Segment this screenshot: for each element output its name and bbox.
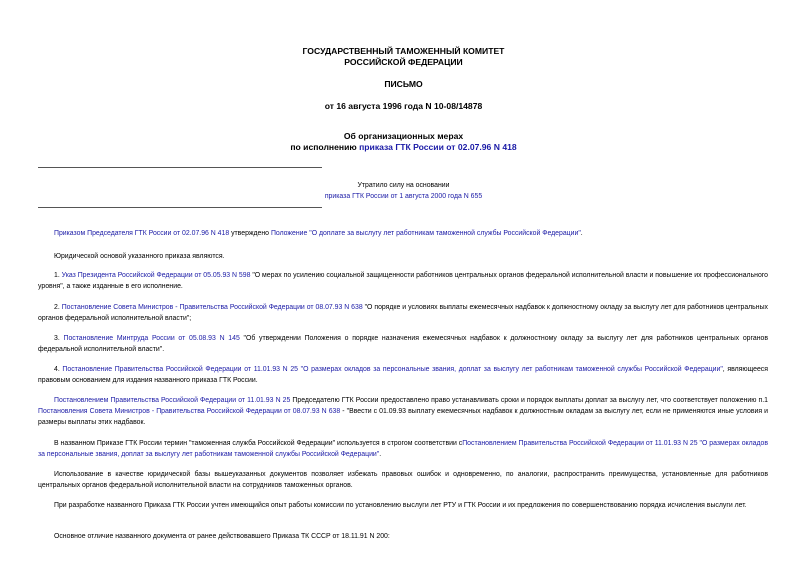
resolution-145-link[interactable]: Постановление Минтруда России от 05.08.93 N 145 — [63, 335, 240, 342]
paragraph-3 — [38, 270, 768, 292]
status-note — [0, 180, 807, 202]
status-note-link[interactable]: приказа ГТК России от 1 августа 2000 года N 655 — [324, 193, 483, 200]
subject-line-1: Об организационных мерах — [343, 131, 464, 141]
paragraph-5-number: 3. — [54, 335, 64, 342]
paragraph-6 — [38, 364, 768, 386]
document-subject — [0, 131, 807, 153]
paragraph-7-text-1: Председателю ГТК России предоставлено право устанавливать сроки и порядок выплаты доплат за выслугу лет, что соответствует положению п.1 — [290, 397, 768, 404]
paragraph-4 — [38, 302, 768, 324]
subject-line-2 — [0, 142, 807, 153]
paragraph-1 — [38, 228, 768, 239]
paragraph-4-number: 2. — [54, 304, 62, 311]
paragraph-1-end: . — [580, 230, 583, 237]
status-note-text: Утратило силу на основании — [357, 182, 450, 189]
status-rule-bottom — [38, 207, 322, 208]
order-418-link[interactable]: Приказом Председателя ГТК России от 02.07.96 N 418 — [54, 230, 230, 237]
document-type: ПИСЬМО — [384, 79, 423, 89]
paragraph-6-number: 4. — [54, 366, 63, 373]
status-rule-top — [38, 167, 322, 168]
paragraph-11: Основное отличие названного документа от ранее действовавшего Приказа ТК СССР от 18.11.91 N 200: — [54, 533, 390, 540]
paragraph-7 — [38, 395, 768, 428]
paragraph-8-text-1: В названном Приказе ГТК России термин "таможенная служба Российской Федерации" используется в строгом соответствии с — [54, 440, 463, 447]
paragraph-5-text: "Об утверждении Положения о порядке назначения ежемесячных надбавок к должностному окладу за выслугу лет для работников центральных органов федеральной исполнительной власти". — [38, 335, 768, 353]
paragraph-1-text: утверждено — [229, 230, 271, 237]
issuing-authority — [0, 46, 807, 68]
resolution-25-ref-link[interactable]: Постановлением Правительства Российской Федерации от 11.01.93 N 25 — [54, 397, 291, 404]
paragraph-7-text-2: - "Ввести с 01.09.93 выплату ежемесячных надбавок к должностным окладам за выслугу лет, если не применяются иные условия и размеры выплаты этих надбавок. — [38, 408, 768, 426]
authority-line-2: РОССИЙСКОЙ ФЕДЕРАЦИИ — [344, 57, 463, 67]
paragraph-4-text: "О порядке и условиях выплаты ежемесячных надбавок к должностному окладу за выслугу лет для работников центральных органов федеральной исполнительной власти"; — [38, 304, 768, 322]
paragraph-8 — [38, 438, 768, 460]
paragraph-10: При разработке названного Приказа ГТК России учтен имеющийся опыт работы комиссии по установлению выслуги лет РТУ и ГТК России и их предложения по совершенствованию порядка исчисления выслуги лет. — [54, 502, 747, 509]
resolution-25-term-link[interactable]: Постановлением Правительства Российской Федерации от 11.01.93 N 25 "О размерах окладов за персональные звания, доплат за выслугу лет работникам таможенной службы Российской Федерации" — [38, 440, 768, 458]
decree-598-link[interactable]: Указ Президента Российской Федерации от 05.05.93 N 598 — [61, 272, 251, 279]
paragraph-6-text: , являющееся правовым основанием для издания названного приказа ГТК России. — [38, 366, 768, 384]
resolution-25-link[interactable]: Постановление Правительства Российской Федерации от 11.01.93 N 25 "О размерах окладов за персональные звания, доплат за выслугу лет работникам таможенной службы Российской Федерации" — [62, 366, 723, 373]
resolution-638-ref-link[interactable]: Постановления Совета Министров - Правительства Российской Федерации от 08.07.93 N 638 — [38, 408, 341, 415]
authority-line-1: ГОСУДАРСТВЕННЫЙ ТАМОЖЕННЫЙ КОМИТЕТ — [302, 46, 505, 56]
paragraph-9: Использование в качестве юридической базы вышеуказанных документов позволяет избежать правовых ошибок и одновременно, по аналогии, распространить преимущества, установленные для работников центральных органов федеральной исполнительной власти на сотрудников таможенных органов. — [38, 471, 768, 489]
paragraph-3-number: 1. — [54, 272, 62, 279]
paragraph-2: Юридической основой указанного приказа являются. — [54, 253, 225, 260]
subject-prefix: по исполнению — [290, 142, 360, 152]
document-date-number: от 16 августа 1996 года N 10-08/14878 — [324, 101, 483, 111]
resolution-638-link[interactable]: Постановление Совета Министров - Правительства Российской Федерации от 08.07.93 N 638 — [61, 304, 363, 311]
regulation-link[interactable]: Положение "О доплате за выслугу лет работникам таможенной службы Российской Федерации" — [270, 230, 581, 237]
paragraph-3-text: "О мерах по усилению социальной защищенности работников центральных органов федеральной исполнительной власти и повышение их профессионального уровня", а также изданные в его исполнение. — [38, 272, 768, 290]
paragraph-8-end: . — [379, 451, 382, 458]
subject-order-link[interactable]: приказа ГТК России от 02.07.96 N 418 — [359, 142, 517, 152]
paragraph-5 — [38, 333, 768, 355]
